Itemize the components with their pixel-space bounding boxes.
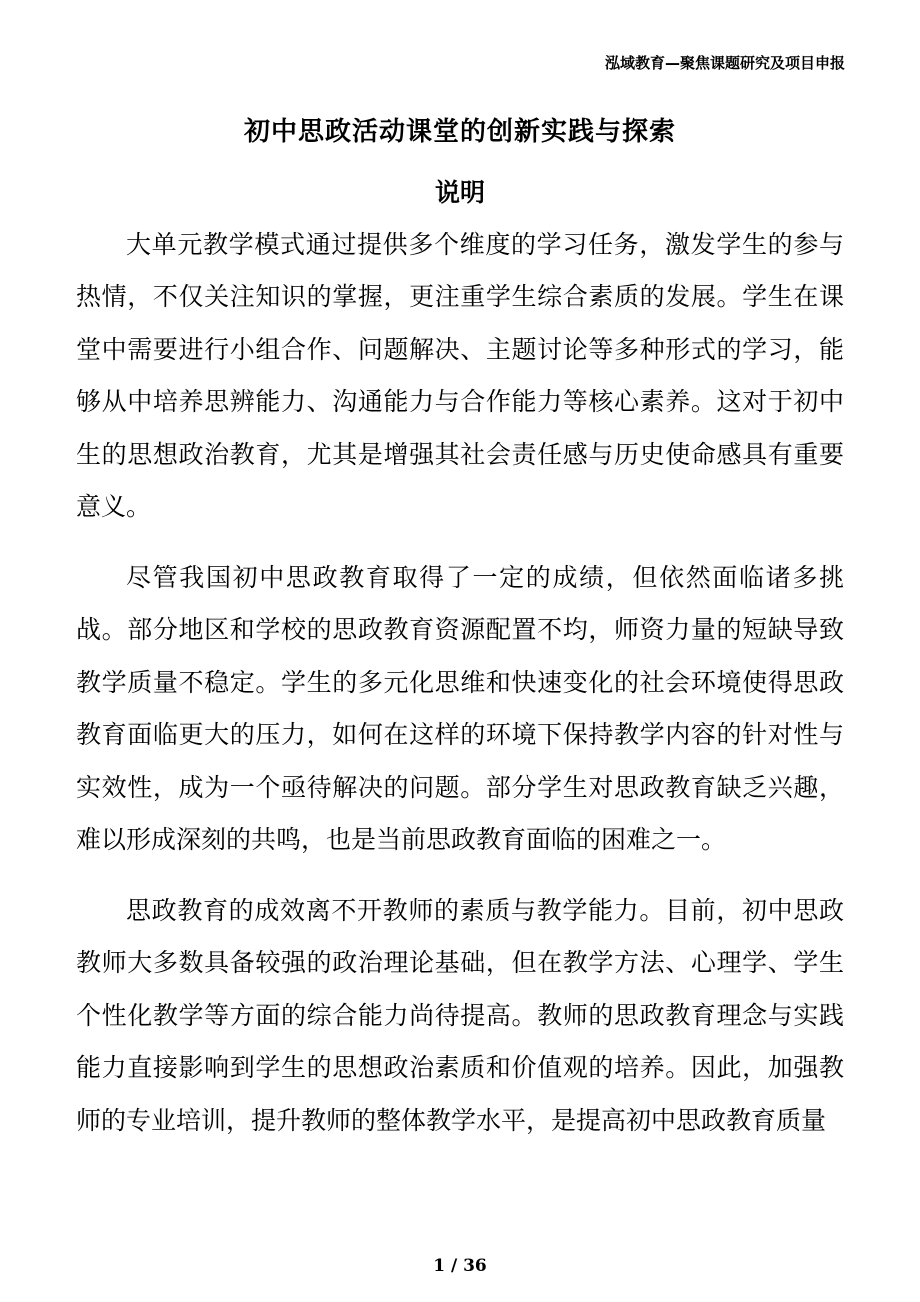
document-body bbox=[76, 116, 844, 1165]
page-number: 1 / 36 bbox=[433, 1256, 487, 1276]
document-subtitle: 说明 bbox=[434, 177, 485, 207]
document-title: 初中思政活动课堂的创新实践与探索 bbox=[243, 117, 676, 147]
body-paragraph: 尽管我国初中思政教育取得了一定的成绩，但依然面临诸多挑战。部分地区和学校的思政教育资源配置不均，师资力量的短缺导致教学质量不稳定。学生的多元化思维和快速变化的社会环境使得思政教育面临更大的压力，如何在这样的环境下保持教学内容的针对性与实效性，成为一个亟待解决的问题。部分学生对思政教育缺乏兴趣，难以形成深刻的共鸣，也是当前思政教育面临的困难之一。 bbox=[76, 562, 844, 854]
paragraph-list bbox=[76, 219, 844, 1148]
body-paragraph: 大单元教学模式通过提供多个维度的学习任务，激发学生的参与热情，不仅关注知识的掌握，更注重学生综合素质的发展。学生在课堂中需要进行小组合作、问题解决、主题讨论等多种形式的学习，能够从中培养思辨能力、沟通能力与合作能力等核心素养。这对于初中生的思想政治教育，尤其是增强其社会责任感与历史使命感具有重要意义。 bbox=[76, 229, 844, 521]
page-header-brand: 泓域教育—聚焦课题研究及项目申报 bbox=[604, 54, 845, 72]
body-paragraph: 思政教育的成效离不开教师的素质与教学能力。目前，初中思政教师大多数具备较强的政治理论基础，但在教学方法、心理学、学生个性化教学等方面的综合能力尚待提高。教师的思政教育理念与实践能力直接影响到学生的思想政治素质和价值观的培养。因此，加强教师的专业培训，提升教师的整体教学水平，是提高初中思政教育质量 bbox=[76, 895, 844, 1135]
